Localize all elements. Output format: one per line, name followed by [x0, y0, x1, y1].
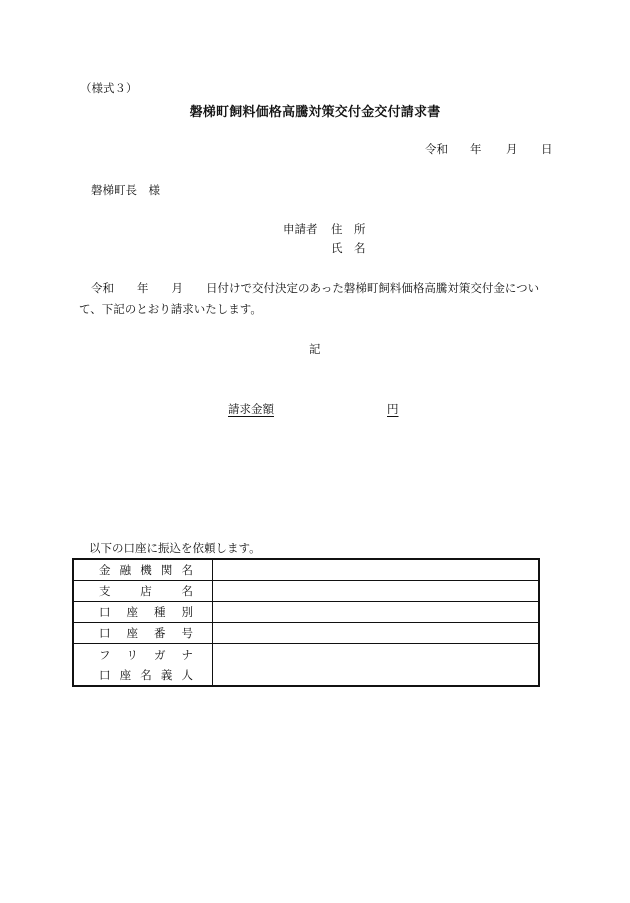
transfer-request: 以下の口座に振込を依頼します。: [89, 541, 261, 555]
date-year: 年: [470, 142, 482, 156]
date-month: 月: [506, 142, 518, 156]
bank-row: [74, 560, 538, 580]
date-era: 令和: [425, 142, 448, 156]
account-number-row: [74, 622, 538, 643]
account-type-label: 口 座 種 別: [99, 605, 193, 619]
branch-name-label: 支 店 名: [99, 584, 193, 598]
amount-label: 請求金額: [228, 402, 274, 416]
account-holder-row: [74, 643, 538, 685]
account-type-row: [74, 601, 538, 622]
account-type-field[interactable]: [213, 602, 538, 622]
account-number-label: 口 座 番 号: [99, 626, 193, 640]
body-line-2: て、下記のとおり請求いたします。: [79, 302, 262, 316]
addressee: 磐梯町長 様: [91, 183, 160, 197]
amount-blank: [274, 402, 387, 416]
account-holder-label: 口 座 名 義 人: [99, 667, 193, 682]
ki-heading: 記: [309, 342, 321, 356]
bank-account-table: [72, 558, 540, 687]
date-day: 日: [541, 142, 553, 156]
amount-line: [228, 402, 399, 416]
amount-unit: 円: [387, 402, 399, 416]
branch-row: [74, 580, 538, 601]
applicant-label: 申請者: [283, 222, 318, 236]
bank-name-field[interactable]: [213, 560, 538, 580]
name-label: 氏 名: [331, 241, 366, 255]
furigana-label: フ リ ガ ナ: [99, 647, 193, 662]
form-number: （様式３）: [80, 81, 138, 95]
bank-name-label: 金 融 機 関 名: [99, 563, 193, 577]
address-label: 住 所: [331, 222, 366, 236]
document-title: 磐梯町飼料価格高騰対策交付金交付請求書: [189, 105, 441, 120]
account-number-field[interactable]: [213, 623, 538, 643]
account-holder-field[interactable]: [213, 644, 538, 685]
body-line-1: 令和 年 月 日付けで交付決定のあった磐梯町飼料価格高騰対策交付金につい: [91, 281, 540, 295]
branch-name-field[interactable]: [213, 581, 538, 601]
